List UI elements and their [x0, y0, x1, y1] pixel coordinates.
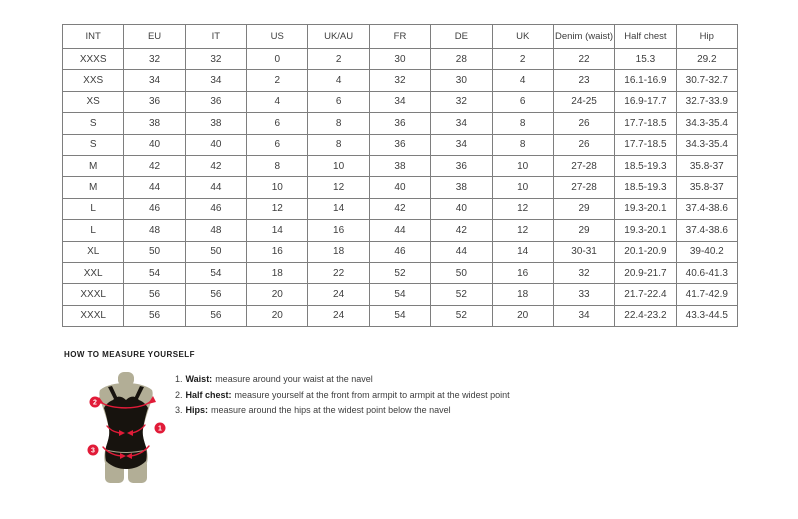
table-cell: 27-28: [553, 177, 614, 198]
table-cell: 54: [369, 284, 430, 305]
table-cell: S: [63, 113, 124, 134]
column-header: INT: [63, 25, 124, 49]
table-cell: 6: [247, 113, 308, 134]
table-cell: 56: [185, 305, 246, 326]
table-cell: 16: [492, 262, 553, 283]
table-row: [63, 305, 738, 326]
table-cell: 19.3-20.1: [615, 198, 676, 219]
item-text: measure around the hips at the widest point below the navel: [211, 405, 451, 415]
table-cell: 42: [369, 198, 430, 219]
table-cell: 36: [431, 155, 492, 176]
table-cell: 56: [124, 305, 185, 326]
table-row: [63, 91, 738, 112]
table-cell: 44: [124, 177, 185, 198]
table-row: [63, 49, 738, 70]
item-text: measure yourself at the front from armpit to armpit at the widest point: [234, 389, 510, 400]
table-cell: 40: [185, 134, 246, 155]
table-cell: 22: [553, 49, 614, 70]
table-cell: 40: [124, 134, 185, 155]
table-cell: 10: [247, 177, 308, 198]
table-cell: 16: [308, 220, 369, 241]
table-row: [63, 134, 738, 155]
table-cell: 32.7-33.9: [676, 91, 737, 112]
table-cell: M: [63, 155, 124, 176]
table-cell: 52: [431, 284, 492, 305]
table-cell: 36: [185, 91, 246, 112]
table-row: [63, 262, 738, 283]
table-cell: 54: [124, 262, 185, 283]
table-cell: 42: [124, 155, 185, 176]
table-cell: 14: [247, 220, 308, 241]
table-cell: 34: [431, 113, 492, 134]
table-cell: 54: [185, 262, 246, 283]
table-cell: 20.1-20.9: [615, 241, 676, 262]
table-cell: 12: [492, 220, 553, 241]
table-cell: 12: [308, 177, 369, 198]
table-cell: 34: [431, 134, 492, 155]
table-cell: 0: [247, 49, 308, 70]
table-cell: 38: [369, 155, 430, 176]
table-cell: 8: [492, 113, 553, 134]
table-cell: 52: [431, 305, 492, 326]
table-cell: 18.5-19.3: [615, 155, 676, 176]
table-cell: 30.7-32.7: [676, 70, 737, 91]
table-cell: 34.3-35.4: [676, 134, 737, 155]
table-cell: 2: [492, 49, 553, 70]
column-header: FR: [369, 25, 430, 49]
table-cell: 42: [185, 155, 246, 176]
table-cell: 50: [431, 262, 492, 283]
column-header: US: [247, 25, 308, 49]
table-cell: XXS: [63, 70, 124, 91]
list-item: [175, 403, 510, 419]
column-header: Denim (waist): [553, 25, 614, 49]
section-title: HOW TO MEASURE YOURSELF: [64, 350, 195, 359]
table-cell: 46: [185, 198, 246, 219]
column-header: IT: [185, 25, 246, 49]
size-chart-header: [63, 25, 738, 49]
table-cell: 6: [308, 91, 369, 112]
item-text: measure around your waist at the navel: [215, 374, 373, 384]
table-cell: M: [63, 177, 124, 198]
measure-figure: [80, 371, 172, 485]
table-cell: 18: [492, 284, 553, 305]
column-header: DE: [431, 25, 492, 49]
table-row: [63, 198, 738, 219]
table-cell: 2: [247, 70, 308, 91]
table-cell: 37.4-38.6: [676, 220, 737, 241]
table-cell: 43.3-44.5: [676, 305, 737, 326]
table-cell: 38: [124, 113, 185, 134]
table-cell: 18.5-19.3: [615, 177, 676, 198]
measure-guide-list: [175, 372, 510, 419]
table-row: [63, 70, 738, 91]
table-cell: 52: [369, 262, 430, 283]
item-number: 3.: [175, 405, 183, 415]
table-cell: 44: [431, 241, 492, 262]
table-cell: 23: [553, 70, 614, 91]
table-cell: 21.7-22.4: [615, 284, 676, 305]
table-cell: 36: [369, 113, 430, 134]
badge-hips-number: 3: [91, 447, 95, 455]
table-cell: 32: [124, 49, 185, 70]
table-cell: 12: [247, 198, 308, 219]
table-cell: 32: [553, 262, 614, 283]
table-cell: 40: [431, 198, 492, 219]
table-cell: 40: [369, 177, 430, 198]
badge-chest: [90, 397, 101, 408]
table-cell: 8: [308, 134, 369, 155]
table-cell: 6: [247, 134, 308, 155]
table-cell: 26: [553, 113, 614, 134]
table-cell: 35.8-37: [676, 177, 737, 198]
table-cell: XXXL: [63, 305, 124, 326]
table-cell: 20: [247, 305, 308, 326]
table-cell: 32: [369, 70, 430, 91]
table-cell: 26: [553, 134, 614, 155]
table-cell: 28: [431, 49, 492, 70]
table-cell: 39-40.2: [676, 241, 737, 262]
table-cell: 10: [492, 177, 553, 198]
table-cell: 16: [247, 241, 308, 262]
table-cell: 30: [431, 70, 492, 91]
table-cell: 16.1-16.9: [615, 70, 676, 91]
table-row: [63, 220, 738, 241]
table-cell: 54: [369, 305, 430, 326]
table-cell: XXXS: [63, 49, 124, 70]
item-number: 1.: [175, 374, 183, 384]
table-row: [63, 241, 738, 262]
item-number: 2.: [175, 389, 183, 400]
table-cell: 12: [492, 198, 553, 219]
table-cell: 56: [185, 284, 246, 305]
table-cell: 8: [247, 155, 308, 176]
table-cell: 29: [553, 220, 614, 241]
table-cell: 10: [492, 155, 553, 176]
badge-waist: [155, 423, 166, 434]
table-cell: 36: [124, 91, 185, 112]
size-chart-body: [63, 49, 738, 327]
item-label: Hips:: [185, 405, 209, 415]
table-cell: 34.3-35.4: [676, 113, 737, 134]
table-cell: 14: [492, 241, 553, 262]
column-header: Hip: [676, 25, 737, 49]
table-cell: L: [63, 220, 124, 241]
table-row: [63, 284, 738, 305]
table-cell: 22.4-23.2: [615, 305, 676, 326]
table-cell: 36: [369, 134, 430, 155]
table-cell: 34: [185, 70, 246, 91]
table-cell: 48: [124, 220, 185, 241]
table-cell: 35.8-37: [676, 155, 737, 176]
table-cell: 34: [553, 305, 614, 326]
table-cell: 19.3-20.1: [615, 220, 676, 241]
column-header: UK/AU: [308, 25, 369, 49]
table-cell: 38: [431, 177, 492, 198]
table-cell: XL: [63, 241, 124, 262]
table-cell: 10: [308, 155, 369, 176]
table-cell: 18: [247, 262, 308, 283]
table-cell: 24: [308, 305, 369, 326]
table-cell: 8: [492, 134, 553, 155]
table-row: [63, 155, 738, 176]
table-cell: 32: [185, 49, 246, 70]
table-cell: 29.2: [676, 49, 737, 70]
item-label: Waist:: [185, 374, 213, 384]
table-row: [63, 113, 738, 134]
table-cell: 15.3: [615, 49, 676, 70]
table-cell: 17.7-18.5: [615, 113, 676, 134]
table-cell: 6: [492, 91, 553, 112]
table-cell: 20: [247, 284, 308, 305]
table-cell: 38: [185, 113, 246, 134]
table-cell: XXXL: [63, 284, 124, 305]
table-cell: 29: [553, 198, 614, 219]
table-cell: 22: [308, 262, 369, 283]
size-chart-table: [62, 24, 738, 327]
table-cell: 27-28: [553, 155, 614, 176]
column-header: UK: [492, 25, 553, 49]
table-cell: 17.7-18.5: [615, 134, 676, 155]
table-cell: 24-25: [553, 91, 614, 112]
table-cell: XXL: [63, 262, 124, 283]
list-item: [175, 372, 510, 388]
table-cell: 48: [185, 220, 246, 241]
table-cell: 56: [124, 284, 185, 305]
table-cell: XS: [63, 91, 124, 112]
mannequin-illustration: [80, 371, 172, 485]
table-cell: 46: [124, 198, 185, 219]
table-cell: 20: [492, 305, 553, 326]
list-item: [175, 388, 510, 404]
table-cell: 2: [308, 49, 369, 70]
table-cell: 50: [185, 241, 246, 262]
badge-chest-number: 2: [93, 399, 97, 407]
header-row: [63, 25, 738, 49]
table-cell: 33: [553, 284, 614, 305]
table-cell: 44: [369, 220, 430, 241]
table-cell: 44: [185, 177, 246, 198]
table-cell: 37.4-38.6: [676, 198, 737, 219]
column-header: Half chest: [615, 25, 676, 49]
column-header: EU: [124, 25, 185, 49]
table-cell: 41.7-42.9: [676, 284, 737, 305]
item-label: Half chest:: [185, 389, 232, 400]
table-cell: 32: [431, 91, 492, 112]
table-cell: 8: [308, 113, 369, 134]
table-cell: L: [63, 198, 124, 219]
table-cell: 30-31: [553, 241, 614, 262]
table-cell: 4: [308, 70, 369, 91]
table-cell: S: [63, 134, 124, 155]
table-cell: 42: [431, 220, 492, 241]
table-cell: 50: [124, 241, 185, 262]
table-cell: 16.9-17.7: [615, 91, 676, 112]
badge-waist-number: 1: [158, 425, 162, 433]
table-cell: 4: [247, 91, 308, 112]
table-cell: 4: [492, 70, 553, 91]
table-cell: 14: [308, 198, 369, 219]
table-cell: 34: [124, 70, 185, 91]
table-cell: 40.6-41.3: [676, 262, 737, 283]
badge-hips: [88, 445, 99, 456]
size-chart: [62, 24, 738, 327]
table-cell: 46: [369, 241, 430, 262]
table-cell: 18: [308, 241, 369, 262]
table-cell: 30: [369, 49, 430, 70]
table-row: [63, 177, 738, 198]
table-cell: 34: [369, 91, 430, 112]
table-cell: 24: [308, 284, 369, 305]
table-cell: 20.9-21.7: [615, 262, 676, 283]
